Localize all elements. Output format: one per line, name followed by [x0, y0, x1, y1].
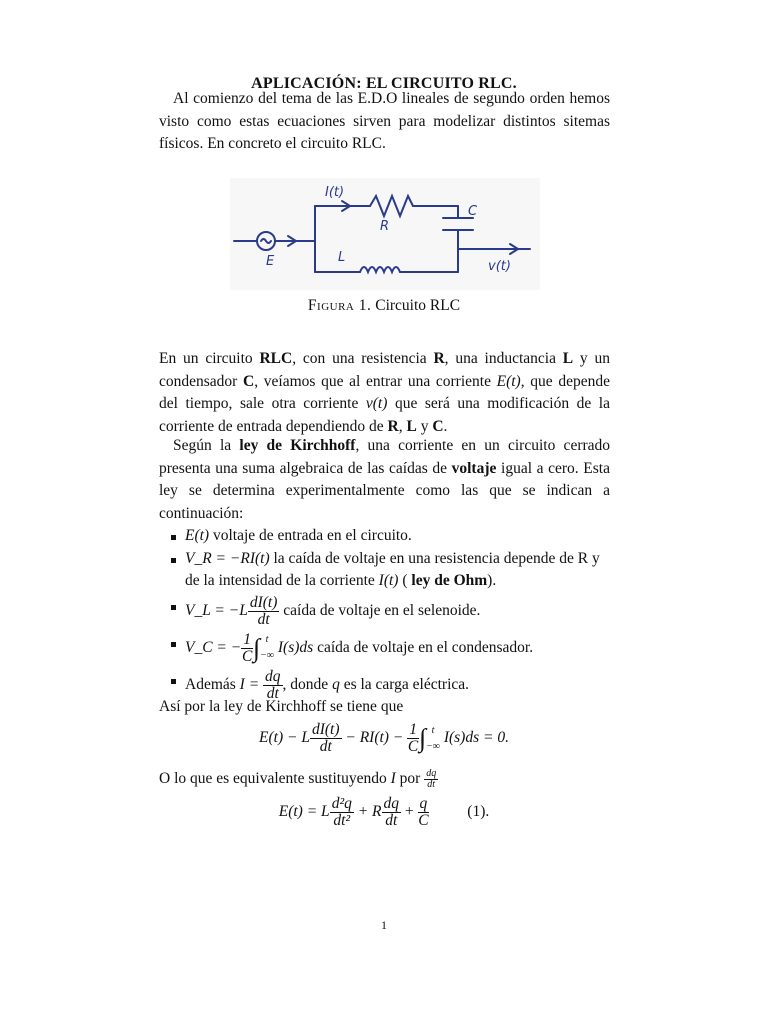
- kirchhoff-intro-line: Así por la ley de Kirchhoff se tiene que: [159, 698, 404, 715]
- list-item: V_R = −RI(t) la caída de voltaje en una resistencia depende de R y de la intensidad de la corriente I(t) ( ley de Ohm).: [185, 548, 613, 593]
- label-source: E: [266, 254, 275, 269]
- kirchhoff-paragraph: Según la ley de Kirchhoff, una corriente en un circuito cerrado presenta una suma algebraica de las caídas de voltaje igual a cero. Esta ley se determina experimentalmente como las que se indican a continuación:: [159, 437, 611, 522]
- label-current: I(t): [325, 185, 345, 200]
- list-item: V_C = − $\frac{1}{C}$ ∫ t −∞ I(s)ds caída de voltaje en el condensador.: [185, 632, 613, 665]
- figure-caption-prefix: Figura 1.: [307, 297, 372, 314]
- page-title: APLICACIÓN: EL CIRCUITO RLC.: [251, 75, 517, 92]
- rlc-circuit-figure: [230, 178, 540, 290]
- label-inductor: L: [338, 250, 346, 265]
- equation-tag: (1).: [467, 803, 490, 821]
- label-resistor: R: [380, 219, 390, 234]
- intro-paragraph: Al comienzo del tema de las E.D.O lineales de segundo orden hemos visto como estas ecuaciones sirven para modelizar distintos sitemas físicos. En concreto el circuito RLC.: [159, 90, 610, 152]
- label-output: v(t): [488, 259, 511, 274]
- list-item: E(t) voltaje de entrada en el circuito.: [185, 525, 613, 548]
- figure-caption-text: Circuito RLC: [375, 297, 461, 314]
- voltage-list: [185, 525, 613, 702]
- label-capacitor: C: [468, 204, 478, 219]
- list-item: V_L = −L $\frac{dI(t)}{dt}$ caída de voltaje en el selenoide.: [185, 595, 613, 628]
- rlc-description-paragraph: En un circuito RLC, con una resistencia R, una inductancia L y un condensador C, veíamos que al entrar una corriente E(t), que depende del tiempo, sale otra corriente v(t) que será una modificación de la corriente de entrada dependiendo de R, L y C.: [159, 350, 610, 435]
- list-item: Además I = $\frac{dq}{dt}$ , donde q es la carga eléctrica.: [185, 669, 613, 702]
- equation-kirchhoff: E(t) − L $\frac{dI(t)}{dt}$ − RI(t) − $\frac{1}{C}$ ∫ t −∞ I(s)ds = 0.: [259, 721, 509, 755]
- page-number: 1: [381, 918, 387, 932]
- substitution-line: O lo que es equivalente sustituyendo I por $\frac{dq}{dt}$: [159, 767, 437, 790]
- figure-caption: [0, 297, 768, 315]
- equation-rlc: E(t) = L $\frac{\text{d²q}}{\text{dt²}}$ + R $\frac{dq}{dt}$ + $\frac{q}{C}$ (1).: [278, 795, 490, 829]
